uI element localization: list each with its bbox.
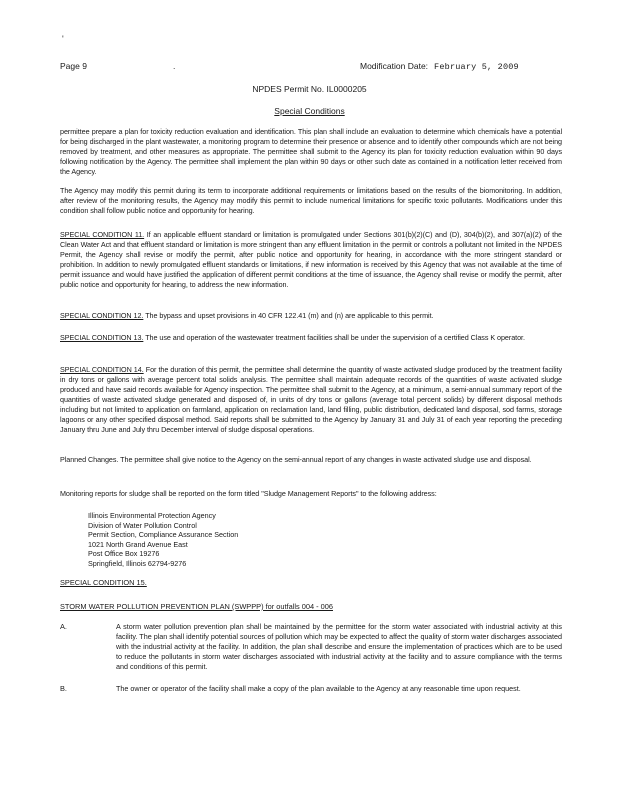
paragraph-biomonitoring: The Agency may modify this permit during its term to incorporate additional requirements or limitations based on the results of the biomonitoring. In addition, after review of the monitoring results, the Agency may modify this permit to include numerical limitations for specific toxic pollutants. Modifications under this condition shall follow public notice and opportunity for hearing.	[60, 186, 562, 215]
sc11-text: If an applicable effluent standard or limitation is promulgated under Sections 301(b)(2)(C) and (D), 304(b)(2), and 307(a)(2) of the Clean Water Act and that effluent standard or limitation is more stringent than any effluent limitation in the permit or controls a pollutant not limited in the NPDES Permit, the Agency shall revise or modify the permit, after public notice and opportunity for hearing, in accordance with the more stringent standard or prohibition. In addition to newly promulgated effluent standards or limitations, if new information is received by this Agency that was not available at the time of permit issuance and would have justified the application of different permit conditions at the time of issuance, the Agency shall revise or modify the permit, after public notice and opportunity for hearing, to address the new information.	[60, 230, 562, 289]
planned-changes: Planned Changes. The permittee shall give notice to the Agency on the semi-annual report of any changes in waste activated sludge use and disposal.	[60, 455, 532, 464]
address-line: Post Office Box 19276	[88, 549, 160, 559]
modification-label: Modification Date:	[360, 61, 429, 71]
sc12-text: The bypass and upset provisions in 40 CFR 122.41 (m) and (n) are applicable to this permit.	[145, 311, 434, 320]
sc14-label: SPECIAL CONDITION 14.	[60, 365, 144, 374]
special-condition-12	[60, 311, 562, 321]
special-condition-14	[60, 365, 562, 435]
paragraph-toxicity-plan: permittee prepare a plan for toxicity reduction evaluation and identification. This plan shall include an evaluation to determine which chemicals have a potential for being discharged in the plant wastewater, a monitoring program to determine their presence or absence and to identify other compounds which are not being removed by treatment, and other measures as appropriate. The permittee shall submit to the Agency its plan for toxicity reduction evaluation within 90 days following notification by the Agency. The permittee shall implement the plan within 90 days or other such date as contained in a notification letter received from the Agency.	[60, 127, 562, 176]
special-condition-15-heading: SPECIAL CONDITION 15.	[60, 578, 147, 587]
monitoring-reports: Monitoring reports for sludge shall be reported on the form titled "Sludge Management Reports" to the following address:	[60, 489, 437, 498]
sc14-text: For the duration of this permit, the permittee shall determine the quantity of waste activated sludge produced by the treatment facility in dry tons or gallons with average percent total solids analysis. The permittee shall maintain adequate records of the quantities of waste activated sludge produced and have said records available for Agency inspection. The permittee shall submit to the Agency, at a minimum, a semi-annual summary report of the quantities of waste activated sludge generated and disposed of, in units of dry tons or gallons (average total percent solids) by different disposal methods including but not limited to application on farmland, application on reclamation land, land filling, public distribution, dedicated land disposal, sod farms, storage lagoons or any other specified disposal method. Said reports shall be submitted to the Agency by January 31 and July 31 of each year reporting the preceding January thru June and July thru December interval of sludge disposal operations.	[60, 365, 563, 434]
special-condition-13	[60, 333, 562, 343]
modification-date: February 5, 2009	[434, 62, 519, 72]
item-a-label: A.	[60, 622, 67, 631]
section-title: Special Conditions	[274, 106, 345, 116]
sc11-label: SPECIAL CONDITION 11.	[60, 230, 145, 239]
item-b-label: B.	[60, 684, 67, 693]
modification-date-line	[360, 61, 519, 72]
address-line: Permit Section, Compliance Assurance Section	[88, 530, 239, 540]
scan-mark: '	[62, 34, 64, 44]
permit-number: NPDES Permit No. IL0000205	[252, 84, 367, 94]
address-line: Division of Water Pollution Control	[88, 520, 197, 530]
sc13-label: SPECIAL CONDITION 13.	[60, 333, 144, 342]
swppp-heading: STORM WATER POLLUTION PREVENTION PLAN (SWPPP) for outfalls 004 - 006	[60, 602, 333, 611]
address-line: Springfield, Illinois 62794-9276	[88, 558, 187, 568]
item-b-text: The owner or operator of the facility shall make a copy of the plan available to the Agency at any reasonable time upon request.	[116, 684, 521, 693]
sc13-text: The use and operation of the wastewater treatment facilities shall be under the supervision of a certified Class K operator.	[145, 333, 525, 342]
mailing-address	[88, 511, 388, 569]
sc12-label: SPECIAL CONDITION 12.	[60, 311, 144, 320]
item-a-text: A storm water pollution prevention plan shall be maintained by the permittee for the storm water associated with industrial activity at this facility. The plan shall identify potential sources of pollution which may be expected to affect the quality of storm water discharges associated with the industrial activity at the facility. In addition, the plan shall describe and ensure the implementation of practices which are to be used to reduce the pollutants in storm water discharges associated with industrial activity at the facility and to assure compliance with the terms and conditions of this permit.	[116, 622, 562, 671]
special-condition-11	[60, 230, 562, 290]
address-line: 1021 North Grand Avenue East	[88, 539, 188, 549]
page-number: Page 9	[60, 61, 87, 71]
scan-dot: .	[173, 61, 176, 71]
address-line: Illinois Environmental Protection Agency	[88, 511, 216, 520]
